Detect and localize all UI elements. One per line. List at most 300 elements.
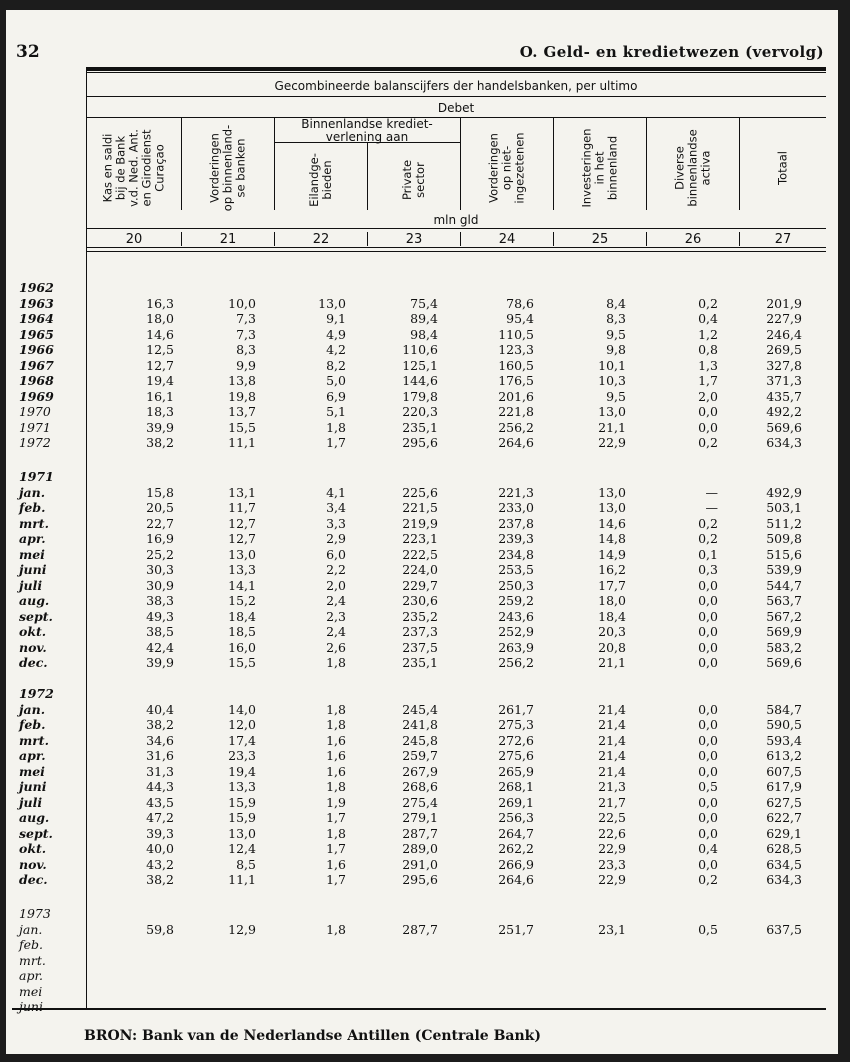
table-cell: 268,1 <box>498 779 534 794</box>
table-cell: 617,9 <box>766 779 802 794</box>
table-cell: 18,4 <box>598 608 626 624</box>
table-cell: 0,0 <box>698 655 718 670</box>
column-header-26: Diverse binnenlandse activa <box>672 129 713 207</box>
table-cell: 628,5 <box>766 841 802 856</box>
table-cell: 16,2 <box>598 562 626 577</box>
table-cell: 8,2 <box>326 357 346 373</box>
column-header-24: Vorderingen op niet- ingezetenen <box>486 132 527 204</box>
table-cell: 569,9 <box>766 624 802 639</box>
column-number: 23 <box>405 232 423 247</box>
table-cell: 264,7 <box>498 825 534 841</box>
table-cell: 0,3 <box>698 562 718 577</box>
table-cell: 23,3 <box>598 856 626 872</box>
table-cell: 237,3 <box>402 624 438 639</box>
column-number: 24 <box>498 232 516 247</box>
row-label: dec. <box>19 872 48 887</box>
table-cell: 49,3 <box>146 608 174 624</box>
table-cell: 266,9 <box>498 856 534 872</box>
table-cell: 0,0 <box>698 419 718 435</box>
col-divider <box>739 117 740 210</box>
top-rule <box>86 67 826 71</box>
table-cell: 0,0 <box>698 639 718 655</box>
table-cell: 10,0 <box>228 295 256 311</box>
table-cell: 15,8 <box>146 484 174 500</box>
table-cell: 627,5 <box>766 794 802 810</box>
row-label: sept. <box>19 825 53 841</box>
table-cell: 75,4 <box>410 295 438 311</box>
table-cell: 8,5 <box>236 856 256 872</box>
table-cell: 18,5 <box>228 624 256 639</box>
row-label: apr. <box>19 968 44 983</box>
table-cell: 2,4 <box>326 624 346 639</box>
table-cell: 110,5 <box>498 326 534 342</box>
table-cell: 2,6 <box>326 639 346 655</box>
table-cell: 6,9 <box>326 388 346 404</box>
table-cell: 272,6 <box>498 732 534 748</box>
table-cell: 0,0 <box>698 577 718 593</box>
table-cell: 1,6 <box>326 732 346 748</box>
table-cell: 20,3 <box>598 624 626 639</box>
table-cell: 1,7 <box>326 872 346 887</box>
row-label: mrt. <box>19 952 46 968</box>
table-cell: 237,5 <box>402 639 438 655</box>
table-cell: 237,8 <box>498 515 534 531</box>
table-cell: 613,2 <box>766 748 802 763</box>
table-cell: 634,5 <box>766 856 802 872</box>
table-cell: 8,4 <box>606 295 626 311</box>
row-label: 1969 <box>19 388 54 404</box>
row-label: nov. <box>19 856 47 872</box>
col-divider <box>553 232 554 246</box>
table-cell: 245,4 <box>402 701 438 717</box>
table-cell: 144,6 <box>402 373 438 388</box>
table-cell: 123,3 <box>498 342 534 357</box>
table-cell: 13,0 <box>228 825 256 841</box>
table-cell: 38,2 <box>146 717 174 732</box>
table-cell: 230,6 <box>402 593 438 608</box>
table-cell: 31,6 <box>146 748 174 763</box>
row-label: mrt. <box>19 515 49 531</box>
table-cell: 634,3 <box>766 872 802 887</box>
table-cell: 223,1 <box>402 531 438 546</box>
table-cell: 13,1 <box>228 484 256 500</box>
table-cell: 224,0 <box>402 562 438 577</box>
row-label: juni <box>19 779 47 794</box>
column-number: 21 <box>219 232 237 247</box>
group-label: Debet <box>437 101 475 115</box>
table-cell: 251,7 <box>498 921 534 937</box>
row-label: juni <box>19 999 43 1014</box>
stub-divider <box>86 67 87 1009</box>
table-cell: 31,3 <box>146 763 174 779</box>
table-cell: 6,0 <box>326 546 346 562</box>
table-cell: 15,9 <box>228 794 256 810</box>
table-cell: 12,7 <box>146 357 174 373</box>
table-cell: 21,4 <box>598 732 626 748</box>
table-cell: 12,7 <box>228 531 256 546</box>
table-cell: 509,8 <box>766 531 802 546</box>
table-cell: 14,6 <box>146 326 174 342</box>
table-cell: 44,3 <box>146 779 174 794</box>
table-cell: 0,0 <box>698 856 718 872</box>
table-cell: 17,4 <box>228 732 256 748</box>
table-cell: 269,1 <box>498 794 534 810</box>
table-cell: 21,4 <box>598 717 626 732</box>
table-cell: 2,4 <box>326 593 346 608</box>
table-cell: 0,2 <box>698 295 718 311</box>
row-label: 1967 <box>19 357 54 373</box>
row-label: 1970 <box>19 404 51 419</box>
row-label: apr. <box>19 531 46 546</box>
table-cell: 201,6 <box>498 388 534 404</box>
table-cell: 1,3 <box>698 357 718 373</box>
table-cell: 4,9 <box>326 326 346 342</box>
table-cell: 22,6 <box>598 825 626 841</box>
table-cell: 21,4 <box>598 763 626 779</box>
table-cell: 287,7 <box>402 825 438 841</box>
table-cell: 253,5 <box>498 562 534 577</box>
table-cell: 3,4 <box>326 500 346 515</box>
table-cell: 0,2 <box>698 435 718 450</box>
col-divider <box>181 117 182 210</box>
column-header-25: Investeringen in het binnenland <box>579 128 620 208</box>
table-cell: 16,3 <box>146 295 174 311</box>
table-cell: 268,6 <box>402 779 438 794</box>
table-cell: 233,0 <box>498 500 534 515</box>
row-label: 1968 <box>19 373 54 388</box>
table-cell: 0,2 <box>698 515 718 531</box>
table-cell: 160,5 <box>498 357 534 373</box>
table-cell: 30,9 <box>146 577 174 593</box>
table-cell: 20,8 <box>598 639 626 655</box>
table-cell: 15,9 <box>228 810 256 825</box>
table-cell: 95,4 <box>506 311 534 326</box>
table-cell: 0,0 <box>698 701 718 717</box>
table-cell: 19,4 <box>146 373 174 388</box>
table-cell: 590,5 <box>766 717 802 732</box>
table-cell: 21,7 <box>598 794 626 810</box>
page <box>6 10 838 1054</box>
table-cell: 17,7 <box>598 577 626 593</box>
table-cell: 0,4 <box>698 841 718 856</box>
row-label: okt. <box>19 624 47 639</box>
table-cell: 252,9 <box>498 624 534 639</box>
table-cell: 295,6 <box>402 435 438 450</box>
table-cell: 14,0 <box>228 701 256 717</box>
row-label: 1964 <box>19 311 54 326</box>
table-cell: 11,1 <box>228 435 256 450</box>
col-divider <box>367 232 368 246</box>
table-cell: 22,5 <box>598 810 626 825</box>
table-cell: 12,4 <box>228 841 256 856</box>
colnum-rule-2 <box>86 251 826 252</box>
table-cell: 435,7 <box>766 388 802 404</box>
title-rule <box>86 96 826 97</box>
table-cell: 7,3 <box>236 311 256 326</box>
section-title: 1962 <box>19 280 54 295</box>
table-cell: 16,1 <box>146 388 174 404</box>
table-cell: 0,0 <box>698 825 718 841</box>
table-cell: 327,8 <box>766 357 802 373</box>
row-label: mei <box>19 763 45 779</box>
table-cell: 275,3 <box>498 717 534 732</box>
table-cell: 634,3 <box>766 435 802 450</box>
table-cell: 21,3 <box>598 779 626 794</box>
table-cell: — <box>705 484 718 500</box>
table-cell: 13,0 <box>228 546 256 562</box>
table-cell: 291,0 <box>402 856 438 872</box>
table-cell: 267,9 <box>402 763 438 779</box>
table-cell: 10,3 <box>598 373 626 388</box>
top-rule-thin <box>86 72 826 73</box>
table-cell: 256,2 <box>498 655 534 670</box>
table-cell: 9,8 <box>606 342 626 357</box>
table-cell: 539,9 <box>766 562 802 577</box>
row-label: juli <box>19 577 43 593</box>
table-cell: 0,2 <box>698 872 718 887</box>
table-cell: 1,2 <box>698 326 718 342</box>
source-note: BRON: Bank van de Nederlandse Antillen (Centrale Bank) <box>84 1028 541 1044</box>
table-cell: 13,3 <box>228 779 256 794</box>
column-header-22: Eilandge- bieden <box>307 153 334 207</box>
table-cell: 98,4 <box>410 326 438 342</box>
table-cell: 23,3 <box>228 748 256 763</box>
row-label: feb. <box>19 500 46 515</box>
table-cell: 263,9 <box>498 639 534 655</box>
column-header-23: Private sector <box>400 159 427 201</box>
table-cell: 1,7 <box>326 810 346 825</box>
unit-label: mln gld <box>433 213 479 227</box>
header-rule <box>86 228 826 229</box>
table-cell: 629,1 <box>766 825 802 841</box>
table-cell: 1,8 <box>326 779 346 794</box>
table-cell: 38,2 <box>146 872 174 887</box>
table-cell: 12,5 <box>146 342 174 357</box>
table-cell: 11,7 <box>228 500 256 515</box>
table-cell: 637,5 <box>766 921 802 937</box>
table-cell: 492,9 <box>766 484 802 500</box>
subgroup-label: Binnenlandse krediet-verlening aan <box>301 117 433 144</box>
table-cell: 9,5 <box>606 388 626 404</box>
section-title: 1972 <box>19 686 54 701</box>
table-cell: 19,4 <box>228 763 256 779</box>
table-cell: 0,0 <box>698 717 718 732</box>
row-label: 1965 <box>19 326 54 342</box>
table-cell: 39,9 <box>146 419 174 435</box>
row-label: 1963 <box>19 295 54 311</box>
table-cell: 22,9 <box>598 841 626 856</box>
table-cell: 1,6 <box>326 748 346 763</box>
table-cell: 0,0 <box>698 810 718 825</box>
table-cell: 235,2 <box>402 608 438 624</box>
table-cell: 279,1 <box>402 810 438 825</box>
table-cell: 1,8 <box>326 825 346 841</box>
table-cell: 0,5 <box>698 779 718 794</box>
table-cell: 229,7 <box>402 577 438 593</box>
row-label: nov. <box>19 639 47 655</box>
table-cell: 18,0 <box>146 311 174 326</box>
row-label: mei <box>19 983 43 999</box>
table-cell: 13,0 <box>598 500 626 515</box>
table-cell: 1,8 <box>326 701 346 717</box>
table-cell: 12,7 <box>228 515 256 531</box>
table-cell: 176,5 <box>498 373 534 388</box>
table-cell: 22,9 <box>598 872 626 887</box>
table-cell: 25,2 <box>146 546 174 562</box>
column-header-20: Kas en saldi bij de Bank v.d. Ned. Ant. en Girodienst Curaçao <box>100 129 167 207</box>
col-divider <box>274 232 275 246</box>
table-cell: 11,1 <box>228 872 256 887</box>
table-cell: 234,8 <box>498 546 534 562</box>
col-divider <box>181 232 182 246</box>
table-cell: 13,8 <box>228 373 256 388</box>
table-cell: 9,9 <box>236 357 256 373</box>
table-cell: 4,2 <box>326 342 346 357</box>
table-cell: 18,0 <box>598 593 626 608</box>
table-cell: 30,3 <box>146 562 174 577</box>
table-cell: 15,5 <box>228 655 256 670</box>
table-cell: 243,6 <box>498 608 534 624</box>
table-cell: 246,4 <box>766 326 802 342</box>
table-cell: 622,7 <box>766 810 802 825</box>
table-cell: 9,5 <box>606 326 626 342</box>
table-cell: 1,6 <box>326 763 346 779</box>
table-cell: 275,4 <box>402 794 438 810</box>
table-cell: 2,0 <box>698 388 718 404</box>
table-cell: 0,2 <box>698 531 718 546</box>
table-cell: 1,7 <box>326 841 346 856</box>
table-cell: 241,8 <box>402 717 438 732</box>
table-cell: 1,8 <box>326 921 346 937</box>
table-cell: 22,7 <box>146 515 174 531</box>
table-cell: 34,6 <box>146 732 174 748</box>
table-cell: 13,0 <box>598 484 626 500</box>
section-title: 1973 <box>19 906 51 921</box>
table-cell: 21,1 <box>598 419 626 435</box>
table-cell: 15,2 <box>228 593 256 608</box>
table-cell: 593,4 <box>766 732 802 748</box>
row-label: aug. <box>19 810 50 825</box>
table-cell: 221,8 <box>498 404 534 419</box>
table-cell: 38,3 <box>146 593 174 608</box>
bottom-rule <box>12 1008 826 1010</box>
table-cell: 0,8 <box>698 342 718 357</box>
table-cell: 225,6 <box>402 484 438 500</box>
table-cell: 5,1 <box>326 404 346 419</box>
table-cell: 39,3 <box>146 825 174 841</box>
table-cell: 1,8 <box>326 419 346 435</box>
column-number: 26 <box>684 232 702 247</box>
row-label: jan. <box>19 701 46 717</box>
table-cell: 39,9 <box>146 655 174 670</box>
table-cell: 287,7 <box>402 921 438 937</box>
table-cell: 492,2 <box>766 404 802 419</box>
table-cell: 503,1 <box>766 500 802 515</box>
table-cell: 0,0 <box>698 404 718 419</box>
table-cell: 15,5 <box>228 419 256 435</box>
table-cell: 8,3 <box>236 342 256 357</box>
table-cell: 563,7 <box>766 593 802 608</box>
table-cell: 13,7 <box>228 404 256 419</box>
table-cell: 20,5 <box>146 500 174 515</box>
table-cell: 43,5 <box>146 794 174 810</box>
table-cell: 4,1 <box>326 484 346 500</box>
table-cell: 569,6 <box>766 655 802 670</box>
table-cell: 289,0 <box>402 841 438 856</box>
table-cell: 18,4 <box>228 608 256 624</box>
column-number: 20 <box>125 232 143 247</box>
table-cell: 222,5 <box>402 546 438 562</box>
table-cell: 2,3 <box>326 608 346 624</box>
table-cell: 607,5 <box>766 763 802 779</box>
table-cell: 371,3 <box>766 373 802 388</box>
table-cell: 250,3 <box>498 577 534 593</box>
table-cell: 2,2 <box>326 562 346 577</box>
table-cell: 567,2 <box>766 608 802 624</box>
table-cell: 0,0 <box>698 608 718 624</box>
table-cell: 1,6 <box>326 856 346 872</box>
table-cell: 219,9 <box>402 515 438 531</box>
table-cell: 14,1 <box>228 577 256 593</box>
table-cell: 264,6 <box>498 872 534 887</box>
table-cell: 227,9 <box>766 311 802 326</box>
table-cell: 583,2 <box>766 639 802 655</box>
table-cell: 0,5 <box>698 921 718 937</box>
table-cell: 43,2 <box>146 856 174 872</box>
table-cell: 569,6 <box>766 419 802 435</box>
table-cell: 38,5 <box>146 624 174 639</box>
table-cell: 14,6 <box>598 515 626 531</box>
row-label: jan. <box>19 921 43 937</box>
table-cell: 239,3 <box>498 531 534 546</box>
table-cell: 256,2 <box>498 419 534 435</box>
table-cell: 1,7 <box>698 373 718 388</box>
row-label: juli <box>19 794 43 810</box>
colnum-rule <box>86 247 826 248</box>
table-cell: 1,8 <box>326 655 346 670</box>
table-cell: 0,1 <box>698 546 718 562</box>
column-number: 25 <box>591 232 609 247</box>
table-cell: 13,0 <box>318 295 346 311</box>
table-cell: 0,0 <box>698 748 718 763</box>
table-cell: 110,6 <box>402 342 438 357</box>
table-cell: 9,1 <box>326 311 346 326</box>
table-cell: 179,8 <box>402 388 438 404</box>
column-header-27: Totaal <box>775 151 790 185</box>
table-cell: 0,0 <box>698 763 718 779</box>
table-cell: 38,2 <box>146 435 174 450</box>
table-cell: 22,9 <box>598 435 626 450</box>
col-divider <box>646 117 647 210</box>
table-cell: 2,0 <box>326 577 346 593</box>
row-label: feb. <box>19 937 43 952</box>
col-divider <box>460 232 461 246</box>
row-label: jan. <box>19 484 46 500</box>
section-title: O. Geld- en kredietwezen (vervolg) <box>519 43 824 61</box>
table-cell: 1,8 <box>326 717 346 732</box>
table-cell: 47,2 <box>146 810 174 825</box>
table-cell: 40,4 <box>146 701 174 717</box>
table-cell: 21,4 <box>598 748 626 763</box>
table-cell: 5,0 <box>326 373 346 388</box>
table-cell: 235,1 <box>402 655 438 670</box>
row-label: okt. <box>19 841 47 856</box>
table-cell: 221,5 <box>402 500 438 515</box>
row-label: 1972 <box>19 435 51 450</box>
table-cell: 0,4 <box>698 311 718 326</box>
table-cell: 265,9 <box>498 763 534 779</box>
table-cell: 16,0 <box>228 639 256 655</box>
